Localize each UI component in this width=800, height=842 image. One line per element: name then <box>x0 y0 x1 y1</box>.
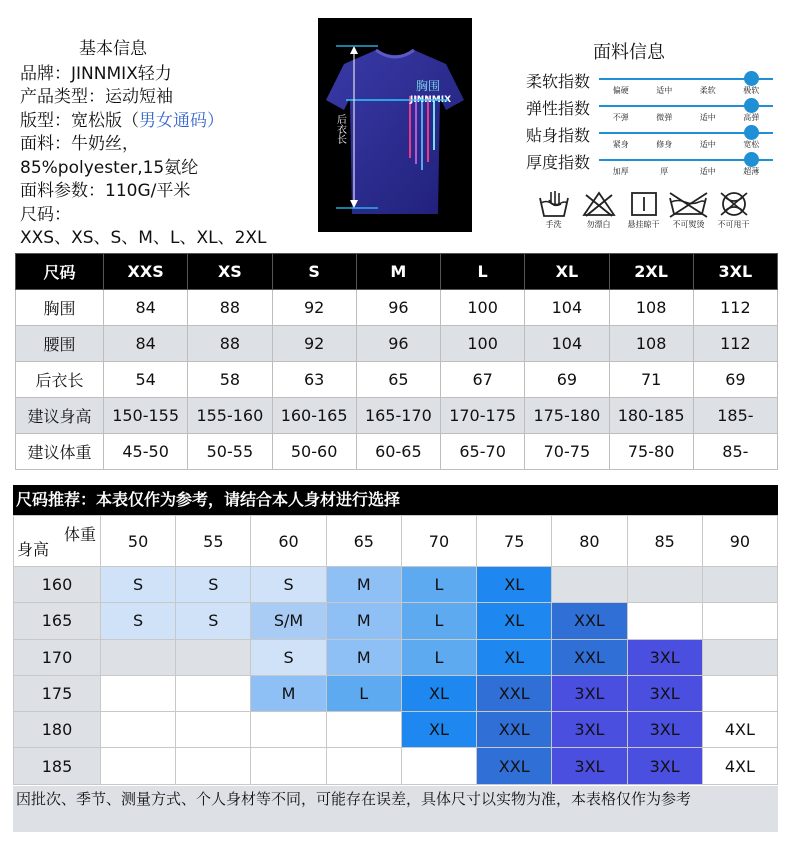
height-row-label: 185 <box>14 748 101 784</box>
no-iron-care <box>666 190 711 230</box>
recommend-cell <box>251 748 326 784</box>
size-header-cell: 3XL <box>693 254 777 290</box>
size-cell: 160-165 <box>272 398 356 434</box>
size-label-line: 尺码： <box>20 204 71 225</box>
recommend-cell: XL <box>477 603 552 639</box>
recommend-cell <box>176 712 251 748</box>
fabric-scale-row <box>526 150 786 177</box>
fabric-scale-tick: 超薄 <box>743 167 760 176</box>
material-line: 面料：牛奶丝， <box>20 134 139 154</box>
size-cell: 69 <box>525 362 609 398</box>
size-header-cell: M <box>356 254 440 290</box>
fabric-weight-line: 面料参数：110G/平米 <box>20 181 191 201</box>
product-type-line: 产品类型：运动短袖 <box>20 87 173 107</box>
size-header-cell: S <box>272 254 356 290</box>
recommend-cell <box>176 748 251 784</box>
size-header-row <box>16 254 778 290</box>
size-row-label: 建议体重 <box>16 434 104 470</box>
size-cell: 84 <box>104 326 188 362</box>
size-cell: 108 <box>609 290 693 326</box>
fit-label: 版型：宽松版（ <box>20 110 139 131</box>
recommend-cell: M <box>326 639 401 675</box>
size-cell: 155-160 <box>188 398 272 434</box>
weight-header-cell: 65 <box>326 516 401 567</box>
size-cell: 108 <box>609 326 693 362</box>
size-cell: 185- <box>693 398 777 434</box>
recommend-cell <box>101 712 176 748</box>
size-cell: 165-170 <box>356 398 440 434</box>
fabric-scale-row <box>526 123 786 150</box>
unisex-text: 男女通码 <box>139 110 207 131</box>
fabric-scale-tick: 适中 <box>656 86 673 95</box>
size-cell: 96 <box>356 326 440 362</box>
recommend-cell: 4XL <box>702 748 777 784</box>
size-row-label: 后衣长 <box>16 362 104 398</box>
recommend-cell <box>176 639 251 675</box>
weight-header-cell: 80 <box>552 516 627 567</box>
fabric-scale-tick: 极软 <box>743 86 760 95</box>
size-cell: 67 <box>441 362 525 398</box>
fabric-scale-label: 贴身指数 <box>526 126 591 145</box>
recommend-cell <box>702 639 777 675</box>
weight-header-cell: 55 <box>176 516 251 567</box>
size-cell: 50-60 <box>272 434 356 470</box>
recommend-cell: S <box>251 639 326 675</box>
fabric-scale-tick: 适中 <box>699 167 716 176</box>
fabric-scale-tick: 不弹 <box>612 113 629 122</box>
recommend-cell: XXL <box>477 748 552 784</box>
fabric-scale-tick: 加厚 <box>612 167 629 176</box>
size-cell: 180-185 <box>609 398 693 434</box>
recommend-title: 尺码推荐：本表仅作为参考，请结合本人身材进行选择 <box>13 485 778 515</box>
size-cell: 150-155 <box>104 398 188 434</box>
size-cell: 88 <box>188 326 272 362</box>
disclaimer-note: 因批次、季节、测量方式、个人身材等不同，可能存在误差，具体尺寸以实物为准，本表格仅作为参考 <box>13 786 778 832</box>
recommend-cell: XXL <box>477 712 552 748</box>
size-cell: 84 <box>104 290 188 326</box>
size-header-cell: 尺码 <box>16 254 104 290</box>
svg-text:JINNMIX: JINNMIX <box>410 95 452 105</box>
fabric-scale-knob <box>744 98 759 113</box>
recommend-cell: 3XL <box>627 748 702 784</box>
recommend-cell: XL <box>477 639 552 675</box>
size-row-label: 腰围 <box>16 326 104 362</box>
size-cell: 63 <box>272 362 356 398</box>
size-recommend-table <box>13 515 778 785</box>
size-table-row <box>16 326 778 362</box>
recommend-cell <box>101 748 176 784</box>
recommend-cell: 3XL <box>627 675 702 711</box>
recommend-cell: 3XL <box>627 639 702 675</box>
no-iron-icon <box>667 190 711 218</box>
fabric-scale-tick: 偏硬 <box>612 86 629 95</box>
size-cell: 60-65 <box>356 434 440 470</box>
recommend-cell <box>326 712 401 748</box>
recommend-cell <box>627 567 702 603</box>
recommend-cell: XL <box>401 712 476 748</box>
size-cell: 50-55 <box>188 434 272 470</box>
recommend-cell: 4XL <box>702 712 777 748</box>
recommend-cell: XL <box>477 567 552 603</box>
recommend-cell: XXL <box>477 675 552 711</box>
line-dry-icon <box>627 190 661 218</box>
recommend-row <box>14 567 778 603</box>
size-table-row <box>16 290 778 326</box>
product-image <box>318 18 472 232</box>
weight-axis-label: 体重 <box>63 525 96 544</box>
recommend-cell <box>702 603 777 639</box>
corner-cell <box>14 516 101 567</box>
size-cell: 69 <box>693 362 777 398</box>
material-composition: 85%polyester,15氨纶 <box>20 157 199 178</box>
size-cell: 104 <box>525 290 609 326</box>
care-icons <box>531 190 756 230</box>
recommend-row <box>14 712 778 748</box>
fabric-scale-knob <box>744 125 759 140</box>
size-header-cell: XXS <box>104 254 188 290</box>
recommend-row <box>14 675 778 711</box>
recommend-cell: XXL <box>552 639 627 675</box>
hand-wash-icon <box>537 190 571 218</box>
size-cell: 71 <box>609 362 693 398</box>
recommend-cell: S/M <box>251 603 326 639</box>
fabric-scale-label: 厚度指数 <box>526 153 591 172</box>
size-cell: 58 <box>188 362 272 398</box>
recommend-cell: M <box>326 567 401 603</box>
fabric-scale-label: 柔软指数 <box>526 72 591 91</box>
size-cell: 96 <box>356 290 440 326</box>
height-row-label: 175 <box>14 675 101 711</box>
size-row-label: 胸围 <box>16 290 104 326</box>
size-cell: 70-75 <box>525 434 609 470</box>
drip-dry-care <box>621 190 666 230</box>
recommend-row <box>14 748 778 784</box>
size-cell: 104 <box>525 326 609 362</box>
care-label-0: 手洗 <box>545 220 562 229</box>
fabric-scale-tick: 修身 <box>656 140 673 149</box>
basic-info-title: 基本信息 <box>79 39 147 59</box>
back-length-label: 后衣长 <box>334 114 346 144</box>
weight-header-row <box>14 516 778 567</box>
height-row-label: 165 <box>14 603 101 639</box>
recommend-cell: L <box>401 603 476 639</box>
weight-header-cell: 75 <box>477 516 552 567</box>
recommend-cell <box>326 748 401 784</box>
size-cell: 88 <box>188 290 272 326</box>
size-header-cell: XS <box>188 254 272 290</box>
size-cell: 75-80 <box>609 434 693 470</box>
no-bleach-icon <box>582 190 616 218</box>
size-cell: 100 <box>441 290 525 326</box>
recommend-row <box>14 603 778 639</box>
no-bleach-care <box>576 190 621 230</box>
size-cell: 85- <box>693 434 777 470</box>
recommend-cell: S <box>101 567 176 603</box>
size-row-label: 建议身高 <box>16 398 104 434</box>
recommend-cell <box>101 639 176 675</box>
recommend-cell: M <box>251 675 326 711</box>
recommend-cell <box>627 603 702 639</box>
size-table-row <box>16 398 778 434</box>
fabric-scale-tick: 柔软 <box>699 86 716 95</box>
tshirt-illustration <box>318 18 472 232</box>
weight-header-cell: 90 <box>702 516 777 567</box>
fabric-scale-tick: 紧身 <box>612 140 629 149</box>
size-cell: 45-50 <box>104 434 188 470</box>
care-label-1: 勿漂白 <box>586 220 611 229</box>
recommend-cell <box>176 675 251 711</box>
fabric-scale-label: 弹性指数 <box>526 99 591 118</box>
size-header-cell: 2XL <box>609 254 693 290</box>
size-chart-table <box>15 253 778 470</box>
size-cell: 175-180 <box>525 398 609 434</box>
recommend-cell: L <box>401 567 476 603</box>
care-label-4: 不可甩干 <box>717 220 750 229</box>
size-cell: 54 <box>104 362 188 398</box>
fabric-scale-knob <box>744 152 759 167</box>
fabric-scale-tick: 适中 <box>699 113 716 122</box>
fit-end: ） <box>207 110 224 131</box>
recommend-cell: S <box>251 567 326 603</box>
care-label-2: 悬挂晾干 <box>627 220 660 229</box>
size-list-line: XXS、XS、S、M、L、XL、2XL <box>20 228 267 248</box>
size-cell: 100 <box>441 326 525 362</box>
weight-header-cell: 50 <box>101 516 176 567</box>
size-header-cell: XL <box>525 254 609 290</box>
basic-info <box>20 38 310 251</box>
weight-header-cell: 60 <box>251 516 326 567</box>
height-row-label: 160 <box>14 567 101 603</box>
size-table-row <box>16 434 778 470</box>
recommend-cell <box>702 675 777 711</box>
height-axis-label: 身高 <box>17 540 50 559</box>
size-cell: 65 <box>356 362 440 398</box>
size-cell: 112 <box>693 326 777 362</box>
weight-header-cell: 85 <box>627 516 702 567</box>
fabric-scale-tick: 厚 <box>660 167 669 176</box>
recommend-cell <box>251 712 326 748</box>
no-tumble-care <box>711 190 756 230</box>
recommend-cell <box>101 675 176 711</box>
recommend-cell: M <box>326 603 401 639</box>
recommend-cell: S <box>176 603 251 639</box>
recommend-cell: 3XL <box>627 712 702 748</box>
recommend-cell <box>702 567 777 603</box>
size-cell: 170-175 <box>441 398 525 434</box>
fit-line <box>20 110 310 134</box>
chest-label: 胸围 <box>416 79 441 93</box>
recommend-cell: S <box>176 567 251 603</box>
size-cell: 92 <box>272 290 356 326</box>
fabric-scale-tick: 高弹 <box>743 113 760 122</box>
recommend-cell: L <box>401 639 476 675</box>
fabric-info-title: 面料信息 <box>593 42 665 63</box>
size-header-cell: L <box>441 254 525 290</box>
recommend-row <box>14 639 778 675</box>
fabric-scale-row <box>526 69 786 96</box>
care-label-3: 不可熨烫 <box>672 220 705 229</box>
recommend-cell: L <box>326 675 401 711</box>
fabric-scales <box>526 69 786 177</box>
size-cell: 92 <box>272 326 356 362</box>
fabric-scale-knob <box>744 71 759 86</box>
recommend-cell: 3XL <box>552 712 627 748</box>
weight-header-cell: 70 <box>401 516 476 567</box>
fabric-scale-row <box>526 96 786 123</box>
hand-wash-care <box>531 190 576 230</box>
size-table-row <box>16 362 778 398</box>
recommend-cell: XXL <box>552 603 627 639</box>
recommend-cell <box>552 567 627 603</box>
recommend-cell: 3XL <box>552 675 627 711</box>
recommend-cell: S <box>101 603 176 639</box>
recommend-cell: 3XL <box>552 748 627 784</box>
fabric-scale-tick: 微弹 <box>656 113 673 122</box>
size-cell: 65-70 <box>441 434 525 470</box>
height-row-label: 180 <box>14 712 101 748</box>
fabric-scale-tick: 适中 <box>699 140 716 149</box>
brand-line: 品牌：JINNMIX轻力 <box>20 63 172 84</box>
recommend-cell: XL <box>401 675 476 711</box>
height-row-label: 170 <box>14 639 101 675</box>
fabric-scale-tick: 宽松 <box>743 140 760 149</box>
size-cell: 112 <box>693 290 777 326</box>
fabric-info <box>526 38 786 177</box>
no-tumble-dry-icon <box>717 190 751 218</box>
recommend-cell <box>401 748 476 784</box>
